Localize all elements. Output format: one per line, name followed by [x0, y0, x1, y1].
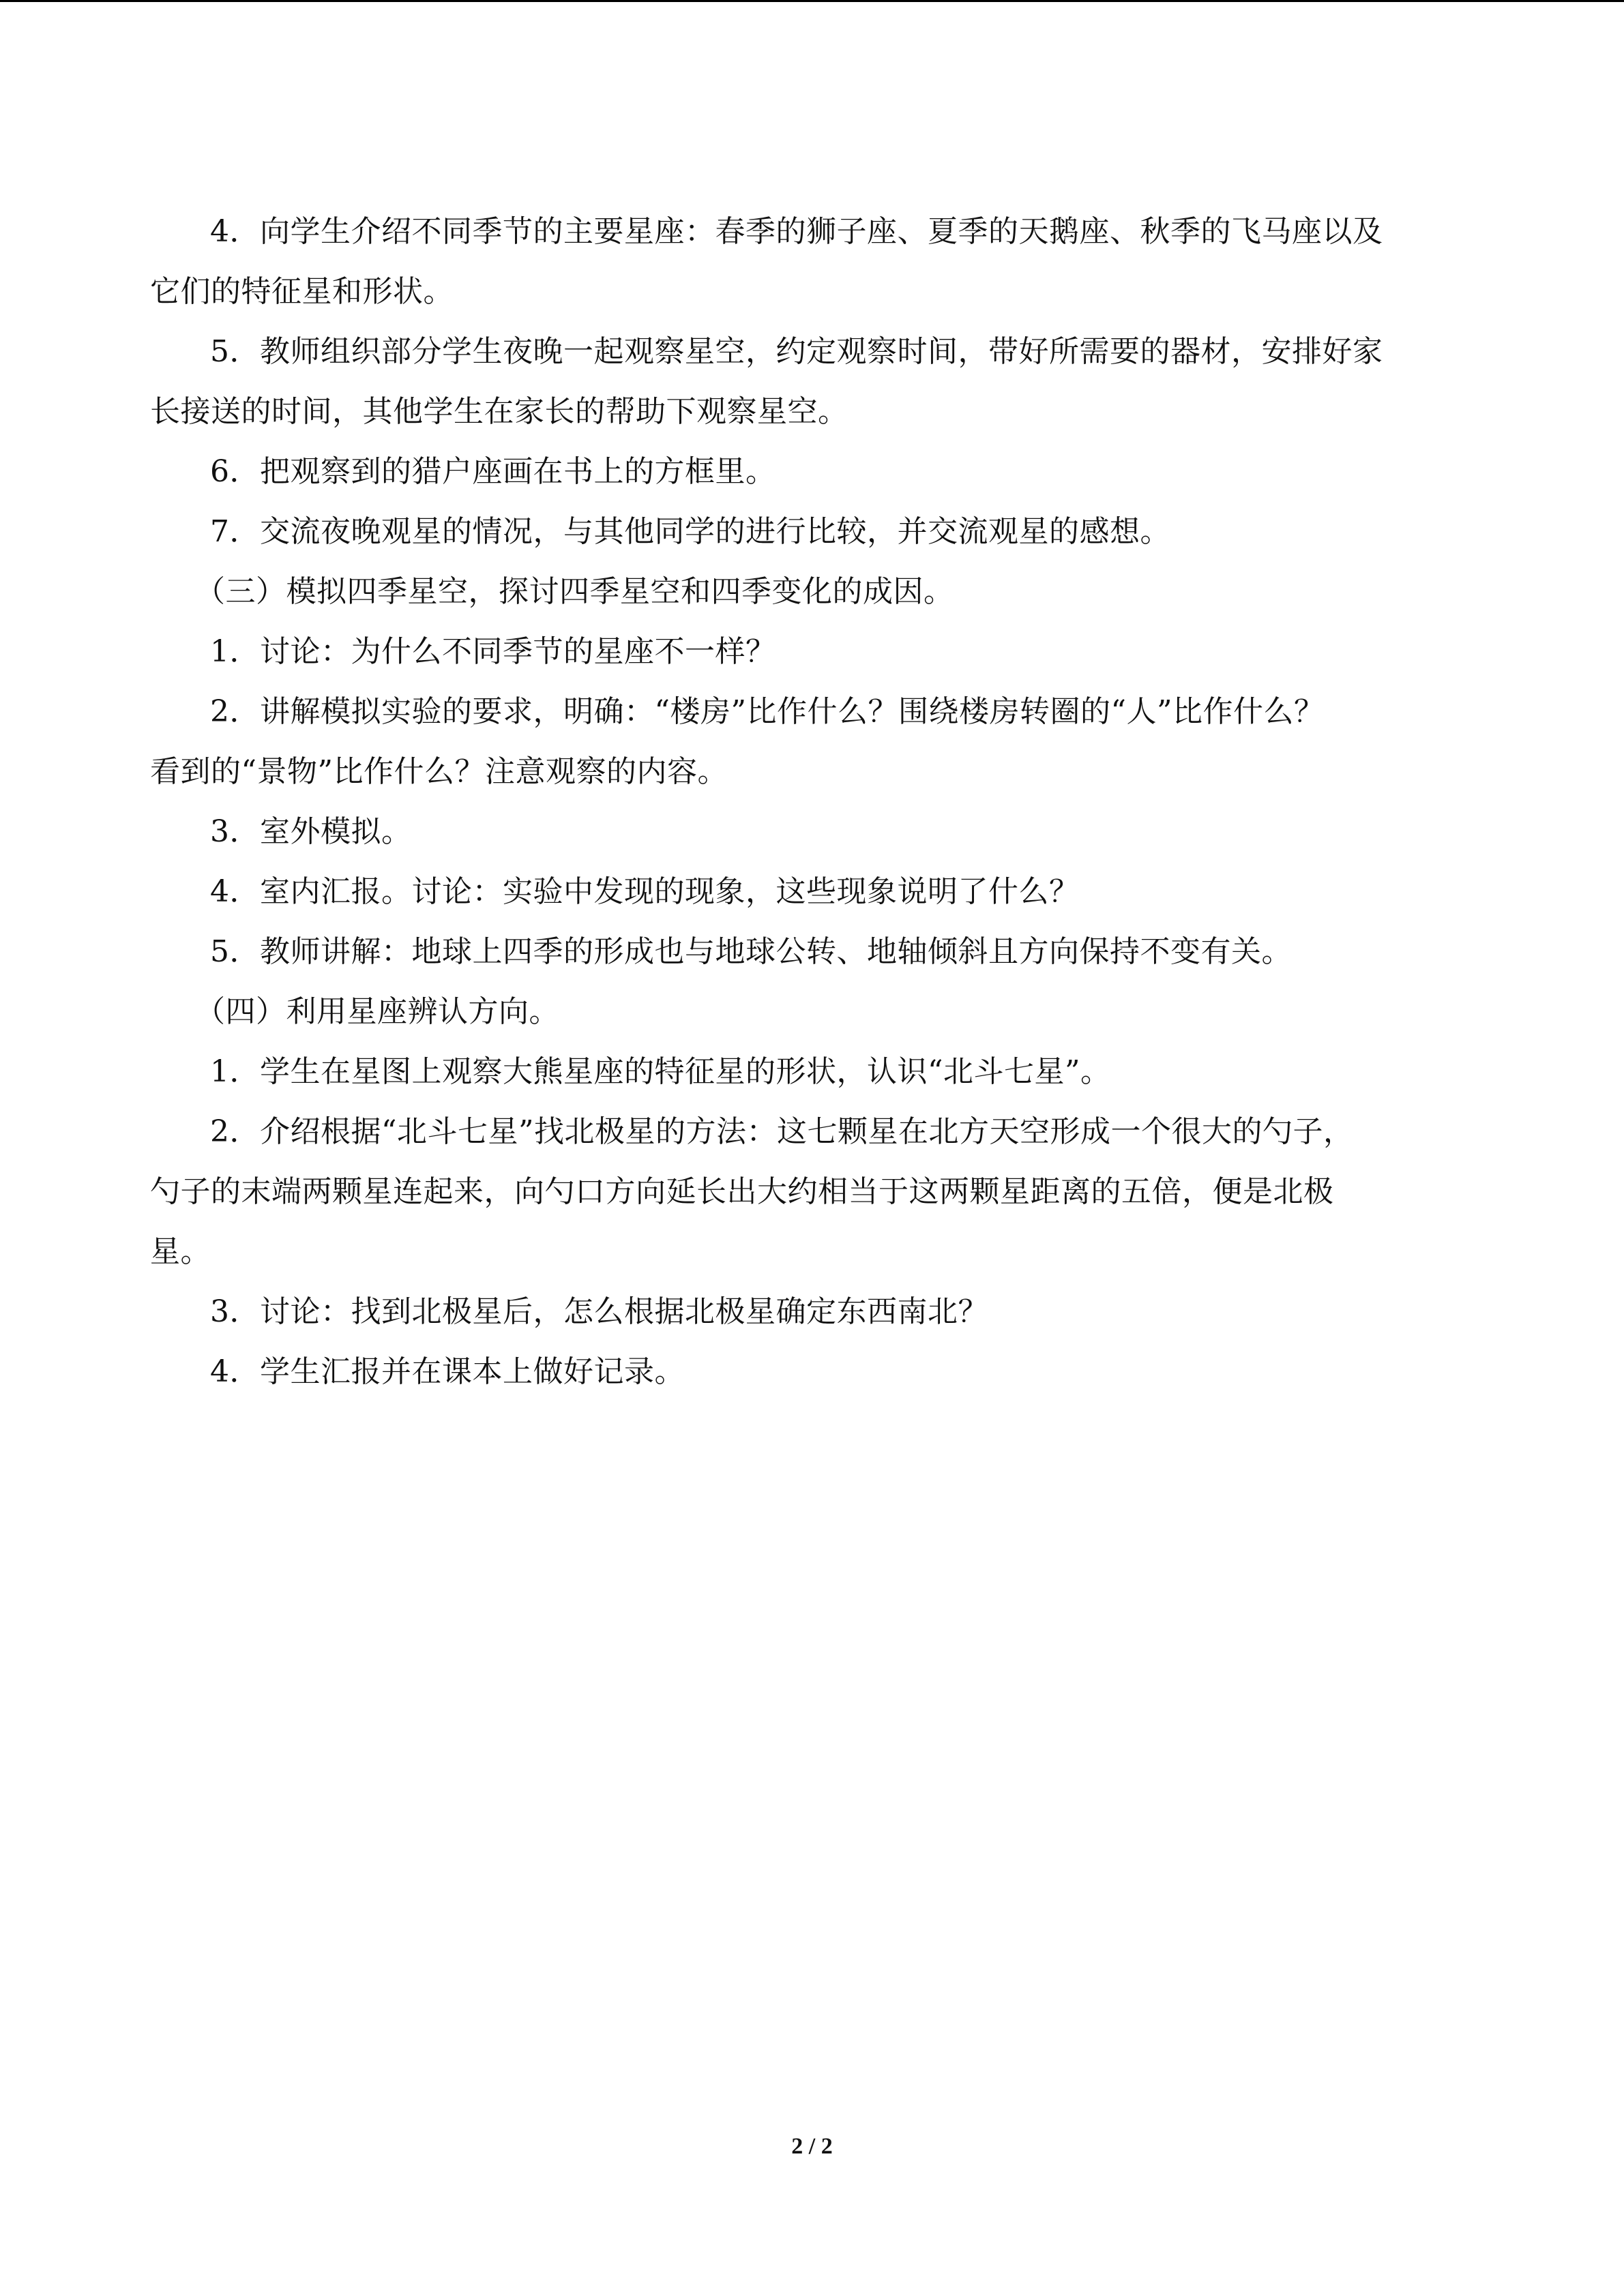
paragraph-line: 长接送的时间，其他学生在家长的帮助下观察星空。 [150, 394, 848, 429]
paragraph-line: 7．交流夜晚观星的情况，与其他同学的进行比较，并交流观星的感想。 [210, 514, 1170, 549]
paragraph-line: 1．学生在星图上观察大熊星座的特征星的形状，认识“北斗七星”。 [210, 1054, 1111, 1089]
paragraph-line: 星。 [150, 1234, 211, 1269]
paragraph-line: 3．室外模拟。 [210, 814, 412, 849]
paragraph-line: 3．讨论：找到北极星后，怎么根据北极星确定东西南北？ [210, 1294, 988, 1329]
paragraph-line: 它们的特征星和形状。 [150, 274, 454, 309]
paragraph-line: 4．向学生介绍不同季节的主要星座：春季的狮子座、夏季的天鹅座、秋季的飞马座以及 [210, 214, 1383, 249]
paragraph-line: 4．室内汇报。讨论：实验中发现的现象，这些现象说明了什么？ [210, 874, 1080, 909]
paragraph-line: 勺子的末端两颗星连起来，向勺口方向延长出大约相当于这两颗星距离的五倍，便是北极 [150, 1174, 1334, 1209]
paragraph-line: 看到的“景物”比作什么？注意观察的内容。 [150, 754, 728, 789]
paragraph-line: 5．教师组织部分学生夜晚一起观察星空，约定观察时间，带好所需要的器材，安排好家 [210, 334, 1383, 369]
paragraph-line: 4．学生汇报并在课本上做好记录。 [210, 1354, 685, 1389]
section-heading: （四）利用星座辨认方向。 [195, 994, 559, 1029]
section-heading: （三）模拟四季星空，探讨四季星空和四季变化的成因。 [195, 574, 954, 609]
paragraph-line: 1．讨论：为什么不同季节的星座不一样？ [210, 634, 776, 669]
page-top-border [0, 0, 1624, 2]
paragraph-line: 2．讲解模拟实验的要求，明确：“楼房”比作什么？围绕楼房转圈的“人”比作什么？ [210, 694, 1325, 729]
paragraph-line: 6．把观察到的猎户座画在书上的方框里。 [210, 454, 776, 489]
paragraph-line: 2．介绍根据“北斗七星”找北极星的方法：这七颗星在北方天空形成一个很大的勺子， [210, 1114, 1354, 1149]
page-number: 2 / 2 [791, 2134, 833, 2159]
paragraph-line: 5．教师讲解：地球上四季的形成也与地球公转、地轴倾斜且方向保持不变有关。 [210, 934, 1292, 969]
document-body [150, 202, 1477, 1402]
